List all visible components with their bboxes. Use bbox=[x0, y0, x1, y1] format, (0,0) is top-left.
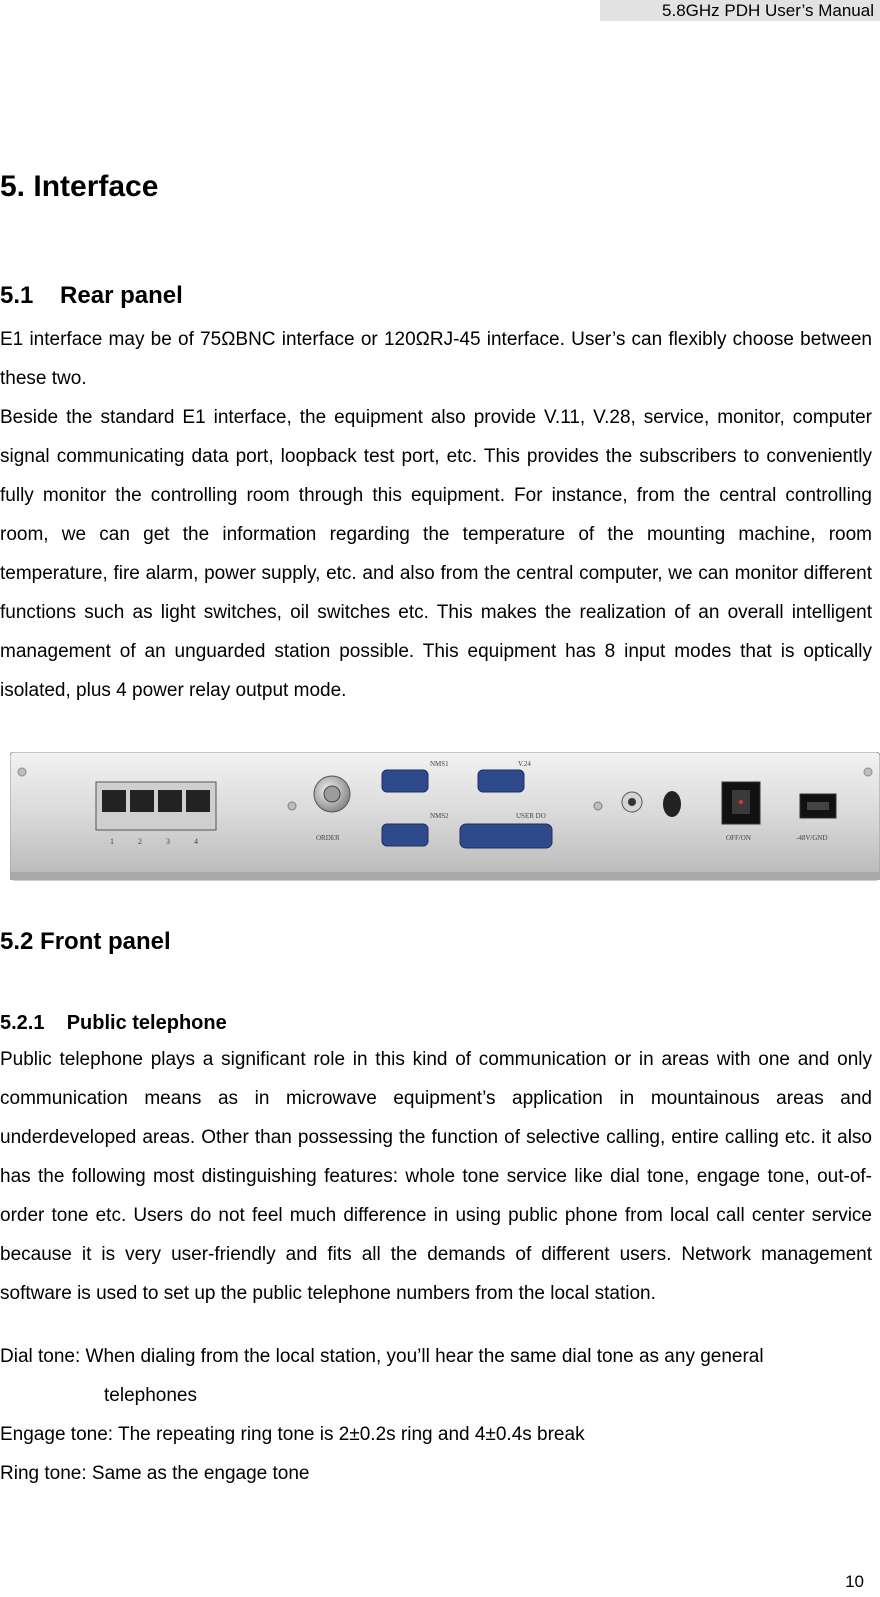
rj45-port-block bbox=[96, 782, 216, 830]
label-nms1: NMS1 bbox=[430, 760, 449, 768]
label-v24: V.24 bbox=[518, 760, 531, 768]
screw-icon bbox=[594, 802, 602, 810]
rj45-port-2 bbox=[130, 790, 154, 812]
port-number-3: 3 bbox=[166, 837, 170, 846]
dial-tone-line: Dial tone: When dialing from the local station, you’ll hear the same dial tone as any general bbox=[0, 1346, 764, 1367]
paragraph-ports: Beside the standard E1 interface, the equipment also provide V.11, V.28, service, monitor, computer signal communicating data port, loopback test port, etc. This provides the subscribers to conveniently fully monitor the controlling room through this equipment. For instance, from the central controlling room, we can get the information regarding the temperature of the mounting machine, room temperature, fire alarm, power supply, etc. and also from the central computer, we can monitor different functions such as light switches, oil switches etc. This makes the realization of an overall intelligent management of an unguarded station possible. This equipment has 8 input modes that is optically isolated, plus 4 power relay output mode. bbox=[0, 407, 872, 701]
section-heading-front-panel: 5.2 Front panel bbox=[0, 928, 171, 955]
rj45-port-1 bbox=[102, 790, 126, 812]
page-number: 10 bbox=[845, 1572, 864, 1591]
ring-tone-line: Ring tone: Same as the engage tone bbox=[0, 1463, 310, 1484]
section-heading-rear-panel: 5.1 Rear panel bbox=[0, 282, 183, 309]
label-power-switch: OFF/ON bbox=[726, 834, 751, 842]
port-number-4: 4 bbox=[194, 837, 198, 846]
ground-terminal bbox=[663, 791, 681, 817]
engage-tone-line: Engage tone: The repeating ring tone is 2±0.2s ring and 4±0.4s break bbox=[0, 1424, 585, 1445]
db9-port-nms1 bbox=[382, 770, 428, 792]
manual-title: 5.8GHz PDH User’s Manual bbox=[662, 1, 874, 20]
subsection-heading-public-telephone: 5.2.1 Public telephone bbox=[0, 1012, 227, 1034]
label-order: ORDER bbox=[316, 834, 340, 842]
db25-port-user-do bbox=[460, 824, 552, 848]
db9-port-v24 bbox=[478, 770, 524, 792]
label-nms2: NMS2 bbox=[430, 812, 449, 820]
paragraph-e1-interface: E1 interface may be of 75ΩBNC interface or 120ΩRJ-45 interface. User’s can flexibly choose between these two. bbox=[0, 329, 872, 389]
label-dc-input: -48V/GND bbox=[796, 834, 828, 842]
rj45-port-4 bbox=[186, 790, 210, 812]
dial-tone-continuation: telephones bbox=[104, 1385, 197, 1406]
port-number-1: 1 bbox=[110, 837, 114, 846]
chapter-title: 5. Interface bbox=[0, 170, 159, 203]
rj45-port-3 bbox=[158, 790, 182, 812]
running-header bbox=[600, 0, 880, 21]
screw-icon bbox=[288, 802, 296, 810]
label-user-do: USER DO bbox=[516, 812, 546, 820]
port-number-2: 2 bbox=[138, 837, 142, 846]
db9-port-nms2 bbox=[382, 824, 428, 846]
paragraph-public-telephone: Public telephone plays a significant role in this kind of communication or in areas with one and only communication means as in microwave equipment’s application in mountainous areas and underdeveloped areas. Other than possessing the function of selective calling, entire calling etc. it also has the following most distinguishing features: whole tone service like dial tone, engage tone, out-of-order tone etc. Users do not feel much difference in using public phone from local call center service because it is very user-friendly and fits all the demands of different users. Network management software is used to set up the public telephone numbers from the local station. bbox=[0, 1049, 872, 1304]
rear-panel-photo bbox=[10, 752, 880, 892]
